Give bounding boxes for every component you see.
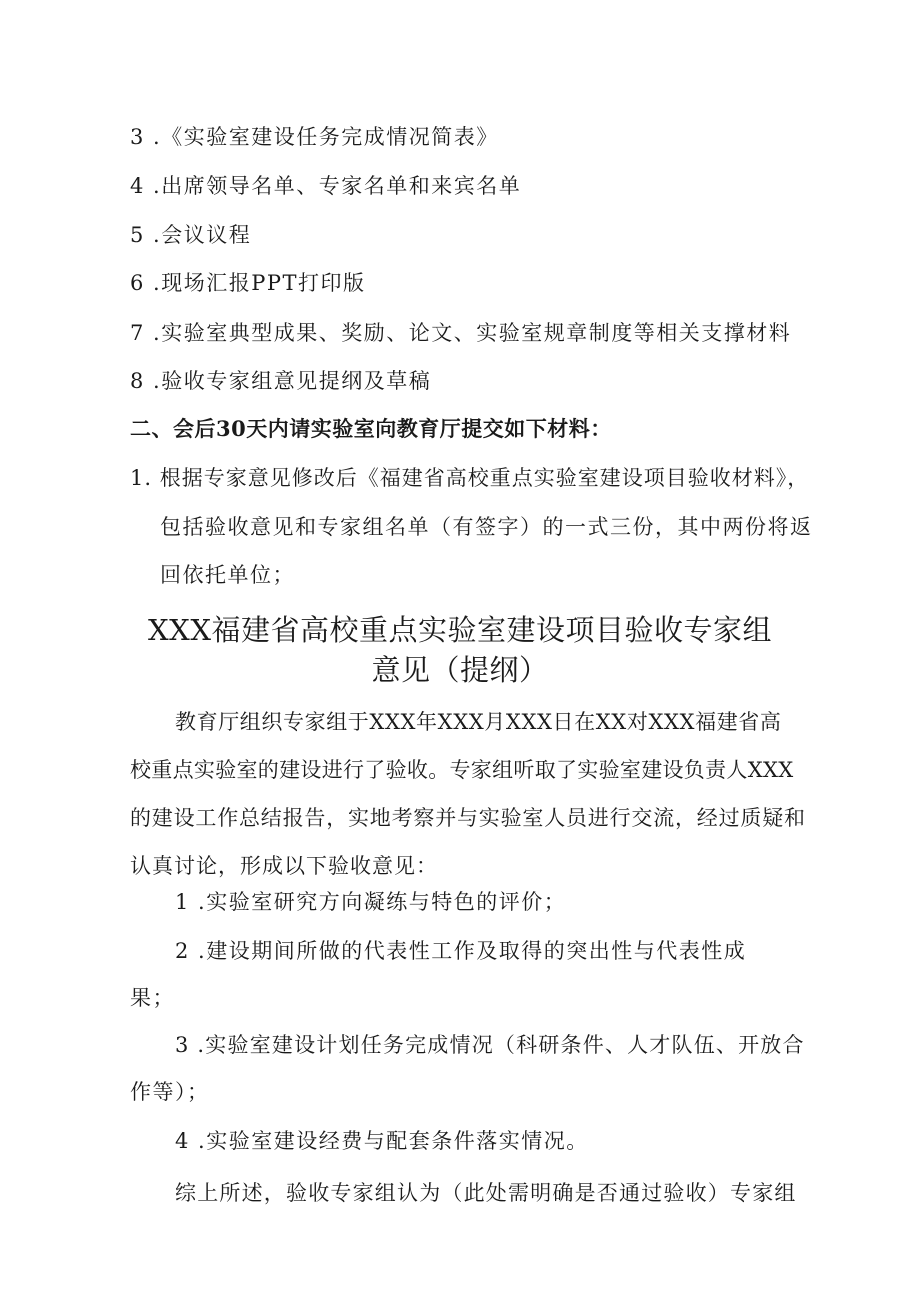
intro-line4: 认真讨论，形成以下验收意见： [130, 854, 438, 878]
list-item-8: 8 .验收专家组意见提纲及草稿 [130, 369, 432, 393]
opinion-title-line1: XXX福建省高校重点实验室建设项目验收专家组 [148, 613, 772, 647]
point-3-cont: 作等）； [130, 1080, 210, 1104]
list-item-7: 7 .实验室典型成果、奖励、论文、实验室规章制度等相关支撑材料 [130, 321, 792, 345]
intro-line1: 教育厅组织专家组于XXX年XXX月XXX日在XX对XXX福建省高 [175, 710, 782, 734]
point-4: 4 .实验室建设经费与配套条件落实情况。 [175, 1129, 589, 1153]
summary-line: 综上所述，验收专家组认为（此处需明确是否通过验收）专家组 [175, 1181, 797, 1205]
section2-item1-line2: 包括验收意见和专家组名单（有签字）的一式三份，其中两份将返 [160, 515, 813, 539]
list-item-5: 5 .会议议程 [130, 223, 252, 247]
intro-line2: 校重点实验室的建设进行了验收。专家组听取了实验室建设负责人XXX [130, 758, 794, 782]
section2-item1-line1: 1. 根据专家意见修改后《福建省高校重点实验室建设项目验收材料》， [130, 466, 810, 490]
section-heading: 二、会后30天内请实验室向教育厅提交如下材料： [130, 416, 612, 441]
list-item-3: 3 .《实验室建设任务完成情况简表》 [130, 125, 499, 149]
list-item-6: 6 .现场汇报PPT打印版 [130, 271, 366, 295]
list-item-4: 4 .出席领导名单、专家名单和来宾名单 [130, 174, 522, 198]
point-3: 3 .实验室建设计划任务完成情况（科研条件、人才队伍、开放合 [175, 1033, 805, 1057]
point-1: 1 .实验室研究方向凝练与特色的评价； [175, 890, 567, 914]
intro-line3: 的建设工作总结报告，实地考察并与实验室人员进行交流，经过质疑和 [130, 806, 806, 830]
point-2-cont: 果； [130, 986, 175, 1010]
opinion-title-line2: 意见（提纲） [371, 653, 549, 687]
section2-item1-line3: 回依托单位； [160, 563, 295, 587]
point-2: 2 .建设期间所做的代表性工作及取得的突出性与代表性成 [175, 939, 747, 963]
